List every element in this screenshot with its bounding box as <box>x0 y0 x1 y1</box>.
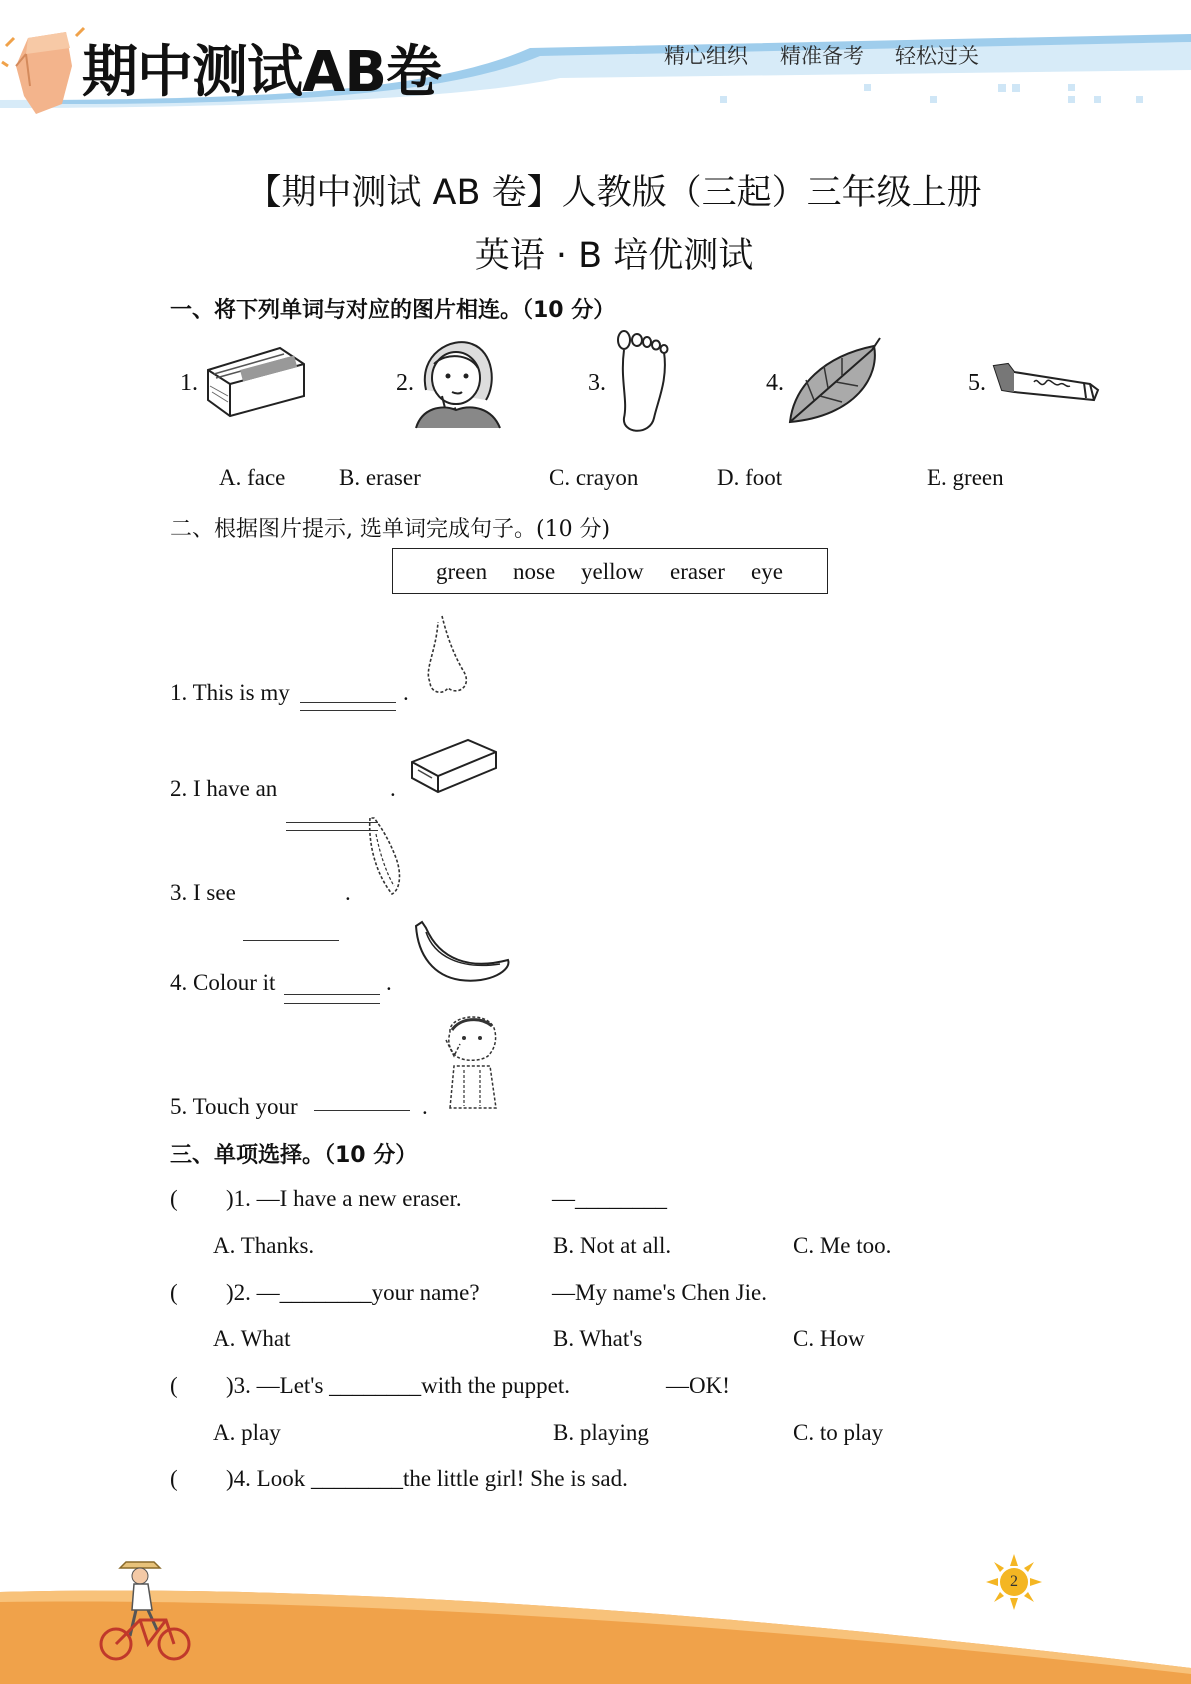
sentence-1: 1. This is my <box>170 680 290 705</box>
page-subtitle: 英语 · B 培优测试 <box>474 236 754 276</box>
q3-option-b[interactable]: B. playing <box>553 1420 649 1445</box>
q3-reply: —OK! <box>666 1373 730 1398</box>
slogan-3: 轻松过关 <box>895 44 979 68</box>
slogan-2: 精准备考 <box>780 44 864 68</box>
q3-text: )3. —Let's ________with the puppet. <box>226 1373 570 1398</box>
nose-picture <box>422 612 472 698</box>
word-b: B. eraser <box>339 465 421 490</box>
bank-word-3: yellow <box>581 559 644 584</box>
q1-text: )1. —I have a new eraser. <box>226 1186 462 1211</box>
item-number-1: 1. <box>180 370 198 396</box>
girl-face-picture <box>412 334 502 429</box>
q2-option-a[interactable]: A. What <box>213 1326 291 1351</box>
sentence-5: 5. Touch your <box>170 1094 298 1119</box>
banana-picture <box>410 920 514 986</box>
answer-line-1a[interactable] <box>300 702 396 703</box>
slogan-1: 精心组织 <box>664 44 748 68</box>
word-c: C. crayon <box>549 465 639 490</box>
word-a: A. face <box>219 465 286 490</box>
foot-picture <box>610 330 674 436</box>
item-number-4: 4. <box>766 370 784 396</box>
item-number-2: 2. <box>396 370 414 396</box>
period-2: . <box>390 776 396 801</box>
eraser-small-picture <box>408 732 500 798</box>
q1-option-c[interactable]: C. Me too. <box>793 1233 892 1258</box>
q2-paren-open: ( <box>170 1280 178 1305</box>
bank-word-1: green <box>436 559 488 584</box>
eraser-picture <box>200 340 310 420</box>
word-d: D. foot <box>717 465 783 490</box>
period-1: . <box>403 680 409 705</box>
answer-line-4-top[interactable] <box>243 940 339 941</box>
q1-paren-open: ( <box>170 1186 178 1211</box>
q2-option-c[interactable]: C. How <box>793 1326 865 1351</box>
banana-dashed-picture <box>362 814 404 898</box>
period-3: . <box>345 880 351 905</box>
q3-option-c[interactable]: C. to play <box>793 1420 884 1445</box>
bank-word-2: nose <box>513 559 556 584</box>
item-number-5: 5. <box>968 370 986 396</box>
answer-line-1b <box>300 710 396 711</box>
section3-heading: 三、单项选择。（10 分） <box>170 1143 418 1168</box>
bank-word-5: eye <box>751 559 783 584</box>
period-4: . <box>386 970 392 995</box>
answer-line-4b <box>284 1003 380 1004</box>
brand-title: 期中测试AB卷 <box>82 40 442 105</box>
sentence-2: 2. I have an <box>170 776 278 801</box>
cyclist-illustration <box>96 1558 196 1668</box>
q2-text: )2. —________your name? <box>226 1280 480 1305</box>
sentence-4: 4. Colour it <box>170 970 276 995</box>
q1-option-a[interactable]: A. Thanks. <box>213 1233 315 1258</box>
boy-touching-eye-picture <box>440 1010 504 1110</box>
q4-text: )4. Look ________the little girl! She is sad. <box>226 1466 628 1491</box>
q2-option-b[interactable]: B. What's <box>553 1326 643 1351</box>
page-number: 2 <box>1000 1568 1028 1596</box>
q1-reply: —________ <box>552 1186 667 1211</box>
leaf-picture <box>784 336 884 426</box>
section2-heading: 二、根据图片提示, 选单词完成句子。(10 分) <box>170 517 611 542</box>
word-e: E. green <box>927 465 1004 490</box>
q3-option-a[interactable]: A. play <box>213 1420 281 1445</box>
answer-line-4a[interactable] <box>284 994 380 995</box>
answer-line-5[interactable] <box>314 1110 410 1111</box>
crayon-picture <box>990 360 1104 410</box>
period-5: . <box>422 1094 428 1119</box>
q2-reply: —My name's Chen Jie. <box>552 1280 767 1305</box>
q3-paren-open: ( <box>170 1373 178 1398</box>
q1-option-b[interactable]: B. Not at all. <box>553 1233 672 1258</box>
q4-paren-open: ( <box>170 1466 178 1491</box>
section1-heading: 一、将下列单词与对应的图片相连。（10 分） <box>170 298 616 323</box>
bank-word-4: eraser <box>670 559 725 584</box>
item-number-3: 3. <box>588 370 606 396</box>
page-title: 【期中测试 AB 卷】人教版（三起）三年级上册 <box>246 173 982 213</box>
sentence-3: 3. I see <box>170 880 236 905</box>
